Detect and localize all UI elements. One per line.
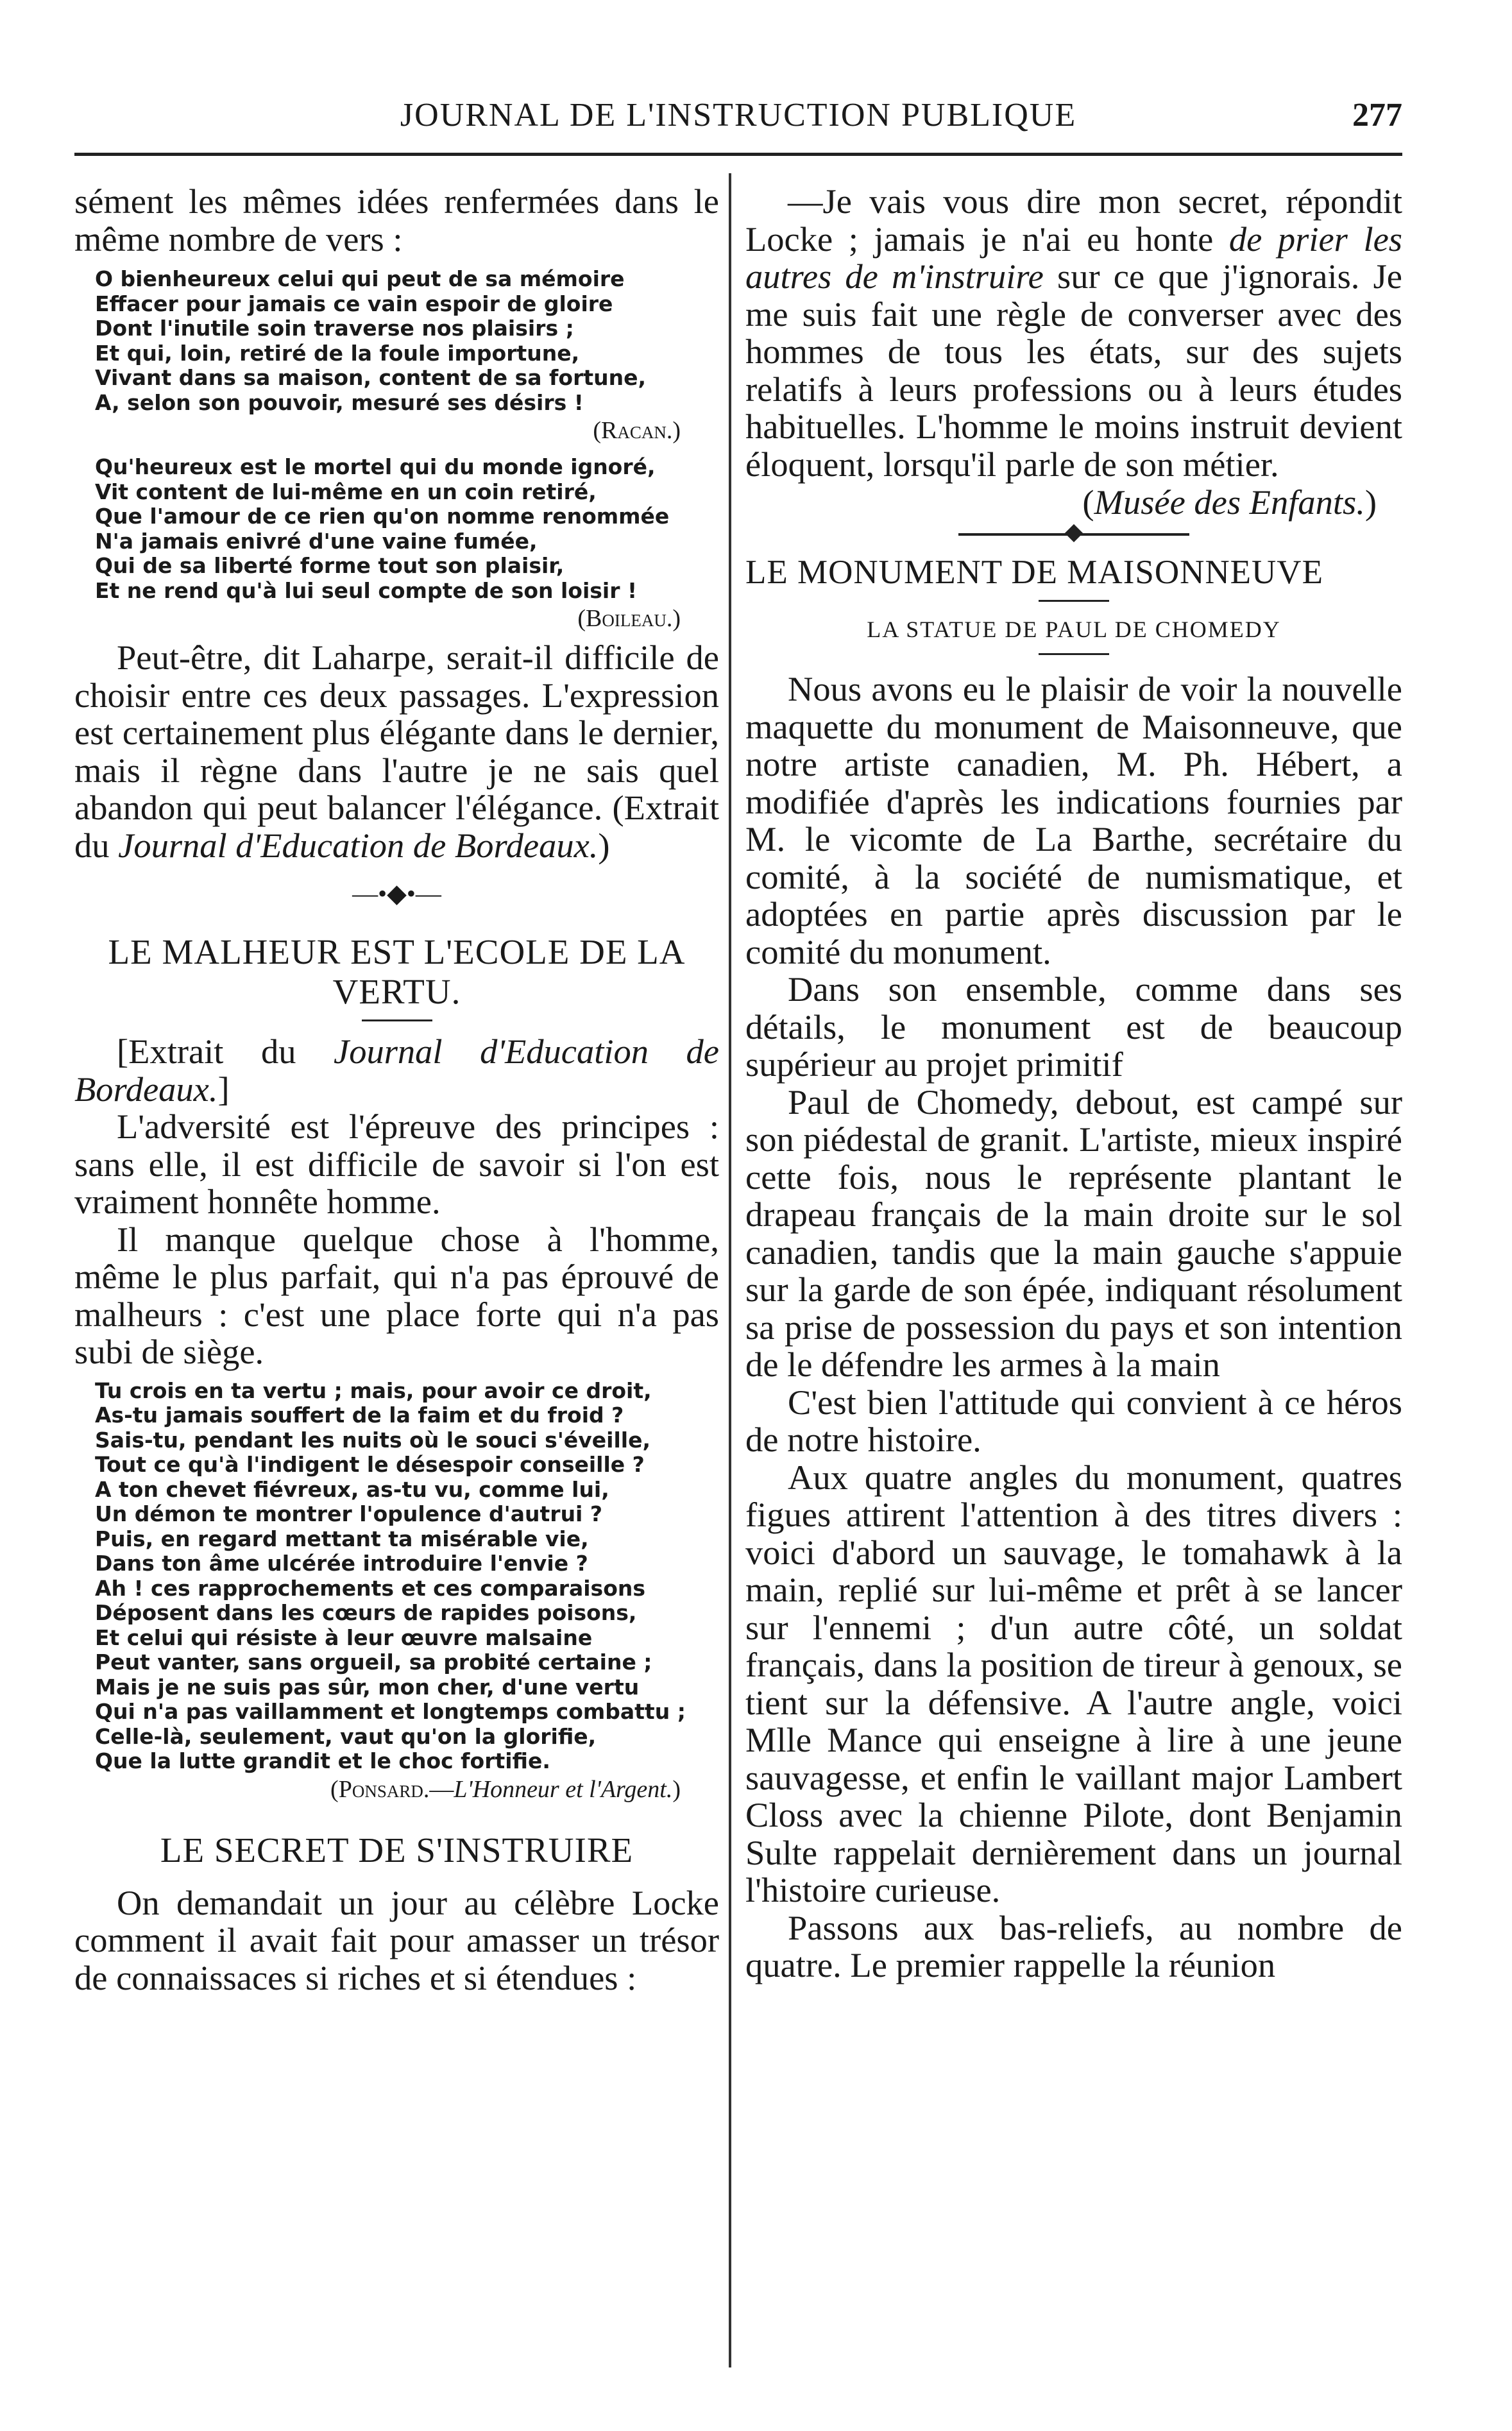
extract-line — [74, 1033, 719, 1108]
page-number: 277 — [1352, 97, 1402, 133]
verse-line: Un démon te montrer l'opulence d'autrui ? — [95, 1501, 603, 1526]
left-column — [74, 183, 719, 1997]
verse-line: O bienheureux celui qui peut de sa mémoire — [95, 266, 625, 291]
verse-line: Qui n'a pas vaillamment et longtemps combattu ; — [95, 1699, 686, 1724]
subheading-rule — [1039, 653, 1109, 655]
verse-line: Dans ton âme ulcérée introduire l'envie ? — [95, 1551, 588, 1576]
verse-line: Et qui, loin, retiré de la foule importune, — [95, 340, 580, 366]
verse-line: Déposent dans les cœurs de rapides poisons, — [95, 1600, 637, 1625]
locke-quote — [745, 183, 1402, 483]
verse-line: Qui de sa liberté forme tout son plaisir, — [95, 553, 565, 578]
verse-line: Et celui qui résiste à leur œuvre malsaine — [95, 1625, 593, 1650]
fortress-paragraph: Il manque quelque chose à l'homme, même le plus parfait, qui n'a pas éprouvé de malheurs : c'est une place forte qui n'a pas subi de siège. — [74, 1219, 719, 1371]
verse-line: N'a jamais enivré d'une vaine fumée, — [95, 528, 538, 554]
verse-line: Ah ! ces rapprochements et ces comparaisons — [95, 1575, 645, 1601]
source-open: ( — [1082, 482, 1094, 522]
right-column — [745, 183, 1402, 1984]
verse-line: A, selon son pouvoir, mesuré ses désirs ! — [95, 389, 584, 415]
attribution-ponsard — [74, 1774, 719, 1805]
adversity-paragraph: L'adversité est l'épreuve des principes : sans elle, il est difficile de savoir si l'on est vraiment honnête homme. — [74, 1107, 719, 1221]
attribution-work: L'Honneur et l'Argent. — [454, 1775, 673, 1803]
locke-paragraph: On demandait un jour au célèbre Locke comment il avait fait pour amasser un trésor de connaissaces si riches et si étendues : — [74, 1882, 719, 1997]
quote-text-continued: sur ce que j'ignorais. Je me suis fait une règle de converser avec des hommes de tous les états, sur des sujets relatifs à leurs professions ou à leurs études habituelles. L'homme le moins instruit devient éloquent, lorsqu'il parle de son métier. — [745, 257, 1403, 484]
source-close: ) — [1364, 482, 1377, 522]
verse-line: Vivant dans sa maison, content de sa fortune, — [95, 365, 647, 390]
verse-line: Dont l'inutile soin traverse nos plaisirs ; — [95, 316, 574, 341]
intro-text: sément les mêmes idées renfermées dans le même nombre de vers : — [74, 182, 719, 259]
verse-line: Vit content de lui-même en un coin retiré, — [95, 479, 597, 504]
heading-rule — [362, 1019, 432, 1021]
verse-line: Effacer pour jamais ce vain espoir de gloire — [95, 291, 613, 316]
verse-line: Tout ce qu'à l'indigent le désespoir conseille ? — [95, 1452, 645, 1477]
monument-paragraph-3: Paul de Chomedy, debout, est campé sur son piédestal de granit. L'artiste, mieux inspiré cette fois, nous le représente plantant le drapeau français de la main droite sur le sol canadien, tandis que la main gauche s'appuie sur la garde de son épée, indiquant résolument sa prise de possession du pays et son intention de le défendre les armes à la main — [745, 1082, 1402, 1384]
attribution-boileau: (Boileau.) — [577, 605, 681, 632]
extract-open: [Extrait du — [117, 1032, 334, 1071]
section-heading-monument: LE MONUMENT DE MAISONNEUVE — [745, 554, 1323, 591]
attribution-racan: (Racan.) — [593, 417, 681, 444]
monument-paragraph-6: Passons aux bas-reliefs, au nombre de quatre. Le premier rappelle la réunion — [745, 1907, 1402, 1984]
subheading-statue: LA STATUE DE PAUL DE CHOMEDY — [867, 617, 1281, 642]
verse-line: Qu'heureux est le mortel qui du monde ignoré, — [95, 454, 656, 479]
monument-paragraph-2: Dans son ensemble, comme dans ses détails, le monument est de beaucoup supérieur au projet primitif — [745, 969, 1402, 1084]
verse-line: Celle-là, seulement, vaut qu'on la glorifie, — [95, 1723, 597, 1749]
paragraph-end: ) — [598, 825, 610, 865]
verse-line: Peut vanter, sans orgueil, sa probité certaine ; — [95, 1650, 652, 1675]
quote-text: —Je vais vous dire mon secret, répondit Locke ; jamais je n'ai eu honte — [745, 182, 1402, 259]
attribution-close: ) — [672, 1775, 681, 1803]
source-title: Journal d'Education de Bordeaux. — [118, 825, 599, 865]
extract-close: ] — [217, 1069, 230, 1109]
source-title: Musée des Enfants. — [1094, 482, 1365, 522]
verse-line: Mais je ne suis pas sûr, mon cher, d'une vertu — [95, 1674, 640, 1700]
page-header — [74, 96, 1402, 141]
journal-title: JOURNAL DE L'INSTRUCTION PUBLIQUE — [400, 97, 1077, 133]
verse-line: Que la lutte grandit et le choc fortifie. — [95, 1748, 550, 1773]
laharpe-paragraph — [74, 639, 719, 864]
section-heading-secret: LE SECRET DE S'INSTRUIRE — [160, 1830, 634, 1870]
verse-ponsard — [74, 1379, 719, 1774]
ornament-diamond — [1065, 524, 1083, 542]
verse-line: A ton chevet fiévreux, as-tu vu, comme lui, — [95, 1476, 609, 1502]
verse-racan — [74, 267, 719, 415]
monument-paragraph-1: Nous avons eu le plaisir de voir la nouvelle maquette du monument de Maisonneuve, que notre artiste canadien, M. Ph. Hébert, a modifiée d'après les indications fournies par M. le vicomte de La Barthe, secrétaire du comité, à la société de numismatique, et adoptées en partie après discussion par le comité du monument. — [745, 669, 1402, 971]
verse-line: Puis, en regard mettant ta misérable vie, — [95, 1526, 589, 1551]
paragraph-text: Peut-être, dit Laharpe, serait-il difficile de choisir entre ces deux passages. L'expression est certainement plus élégante dans le dernier, mais il règne dans l'autre je ne sais quel abandon qui peut balancer l'élégance. (Extrait du — [74, 638, 719, 865]
header-rule — [74, 153, 1402, 156]
section-ornament: —•◆•— — [352, 879, 441, 908]
verse-line: As-tu jamais souffert de la faim et du froid ? — [95, 1403, 624, 1428]
column-divider — [729, 173, 731, 2367]
section-heading-malheur: LE MALHEUR EST L'ECOLE DE LA VERTU. — [108, 932, 686, 1011]
heading-rule — [1039, 600, 1109, 602]
extract-source: Journal d'Education de Bordeaux. — [74, 1032, 719, 1109]
monument-paragraph-5: Aux quatre angles du monument, quatres figues attirent l'attention à des titres divers : voici d'abord un sauvage, le tomahawk à la main, replié sur lui-même et prêt à se lancer sur l'ennemi ; d'un autre côté, un soldat français, dans la position de tireur à genoux, se tient sur la défensive. A l'autre angle, voici Mlle Mance qui enseigne à lire à une jeune sauvagesse, et enfin le vaillant major Lambert Closs avec la chienne Pilote, dont Benjamin Sulte rappelait dernièrement dans un journal l'histoire curieuse. — [745, 1457, 1402, 1909]
monument-paragraph-4: C'est bien l'attitude qui convient à ce héros de notre histoire. — [745, 1382, 1402, 1459]
verse-boileau — [74, 455, 719, 603]
verse-line: Et ne rend qu'à lui seul compte de son loisir ! — [95, 577, 638, 603]
quote-italic: de prier les autres de m'instruire — [745, 219, 1402, 296]
verse-line: Sais-tu, pendant les nuits où le souci s'éveille, — [95, 1427, 651, 1453]
section-ornament — [958, 533, 1189, 536]
quote-source — [745, 483, 1402, 522]
attribution-author: (Ponsard.— — [330, 1775, 454, 1803]
verse-line: Que l'amour de ce rien qu'on nomme renommée — [95, 504, 670, 529]
verse-line: Tu crois en ta vertu ; mais, pour avoir ce droit, — [95, 1378, 652, 1403]
